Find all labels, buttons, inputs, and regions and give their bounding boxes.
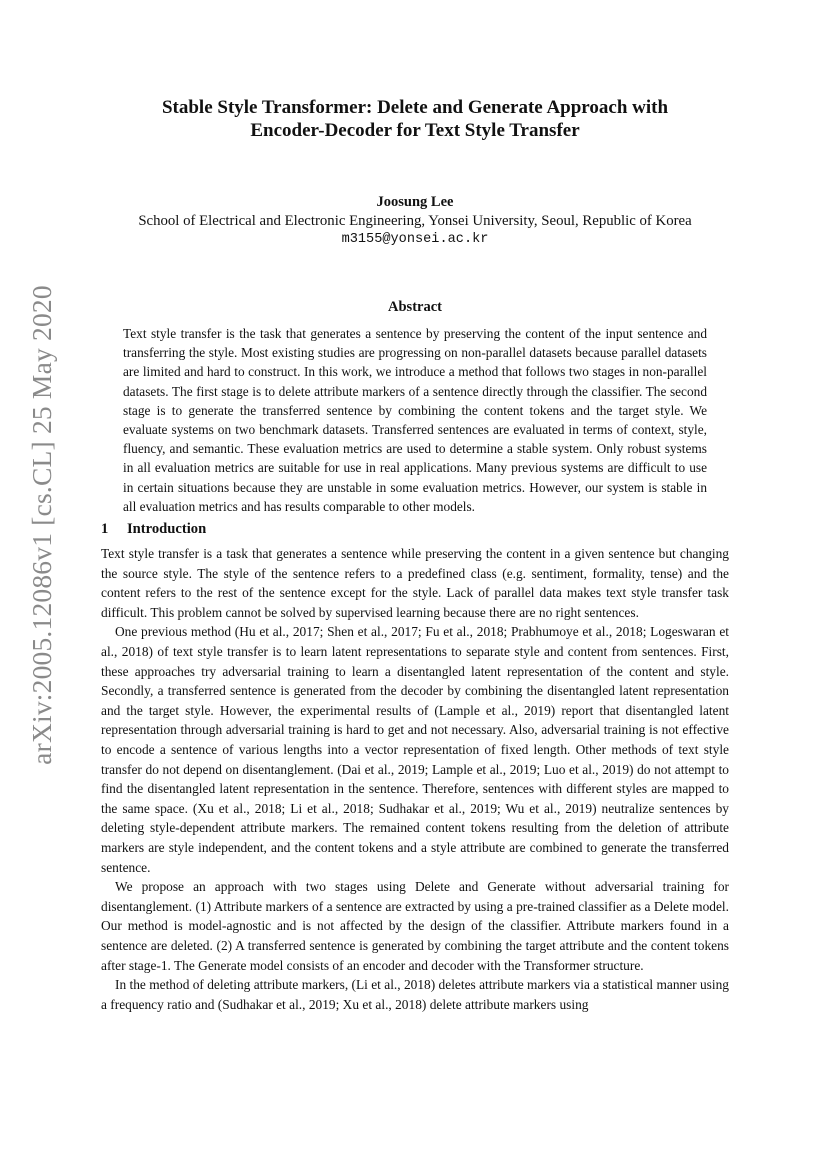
abstract-text: Text style transfer is the task that generates a sentence by preserving the content of the input sentence and transferring the style. Most existing studies are progressing on non-parallel datasets because parallel datasets are limited and hard to construct. In this work, we introduce a method that follows two stages in non-parallel datasets. The first stage is to delete attribute markers of a sentence directly through the classifier. The second stage is to generate the transferred sentence by combining the content tokens and the target style. We evaluate systems on two benchmark datasets. Transferred sentences are evaluated in terms of context, style, fluency, and semantic. These evaluation metrics are used to determine a stable system. Only robust systems in all evaluation metrics are suitable for use in real applications. Many previous systems are difficult to use in certain situations because they are unstable in some evaluation metrics. However, our system is stable in all evaluation metrics and has results comparable to other models. (123, 326, 707, 514)
author-affiliation: School of Electrical and Electronic Engineering, Yonsei University, Seoul, Republic of Korea (138, 213, 692, 229)
section-title: Introduction (127, 521, 207, 538)
intro-paragraph-3: We propose an approach with two stages using Delete and Generate without adversarial training for disentanglement. (1) Attribute markers of a sentence are extracted by using a pre-trained classifier as a Delete model. Our method is model-agnostic and is not affected by the design of the classifier. Attribute markers found in a sentence are deleted. (2) A transferred sentence is generated by combining the target attribute and the content tokens after stage-1. The Generate model consists of an encoder and decoder with the Transformer structure. (101, 879, 729, 973)
section-heading-introduction (101, 521, 729, 538)
title-line-2: Encoder-Decoder for Text Style Transfer (250, 120, 580, 141)
paper-title (101, 96, 729, 142)
author-name: Joosung Lee (376, 194, 454, 210)
arxiv-identifier: arXiv:2005.12086v1 [cs.CL] 25 May 2020 (26, 285, 57, 765)
section-number: 1 (101, 521, 109, 538)
author-email: m3155@yonsei.ac.kr (341, 232, 489, 247)
intro-paragraph-1: Text style transfer is a task that generates a sentence while preserving the content in a given sentence but changing the source style. The style of the sentence refers to a predefined class (e.g. sentiment, formality, tense) and the content refers to the rest of the sentence except for the style. Lack of parallel data makes text style transfer task difficult. This problem cannot be solved by supervised learning because there are no right sentences. (101, 546, 729, 620)
intro-paragraph-4: In the method of deleting attribute markers, (Li et al., 2018) deletes attribute markers via a statistical manner using a frequency ratio and (Sudhakar et al., 2019; Xu et al., 2018) delete attribute markers using (101, 977, 729, 1012)
author-block (101, 194, 729, 249)
paper-page (101, 96, 729, 1014)
title-line-1: Stable Style Transformer: Delete and Generate Approach with (161, 97, 669, 118)
intro-paragraph-2: One previous method (Hu et al., 2017; Shen et al., 2017; Fu et al., 2018; Prabhumoye et al., 2018; Logeswaran et al., 2018) of text style transfer is to learn latent representations to separate style and content from sentences. First, these approaches try adversarial training to learn a disentangled latent representation of the content and style. Secondly, a transferred sentence is generated from the decoder by combining the disentangled latent representation and the target style. However, the experimental results of (Lample et al., 2019) report that disentangled latent representation through adversarial training is hard to get and not necessary. Also, adversarial training is not effective to encode a sentence of various lengths into a vector representation of fixed length. Other methods of text style transfer do not depend on disentanglement. (Dai et al., 2019; Lample et al., 2019; Luo et al., 2019) do not attempt to find the disentangled latent representation in the sentence. Therefore, sentences with different styles are mapped to the same space. (Xu et al., 2018; Li et al., 2018; Sudhakar et al., 2019; Wu et al., 2019) neutralize sentences by deleting style-dependent attribute markers. The remained content tokens resulting from the deletion of attribute markers are style independent, and the content tokens and a style attribute are combined to generate the transferred sentence. (101, 624, 729, 875)
abstract-heading: Abstract (388, 299, 442, 315)
